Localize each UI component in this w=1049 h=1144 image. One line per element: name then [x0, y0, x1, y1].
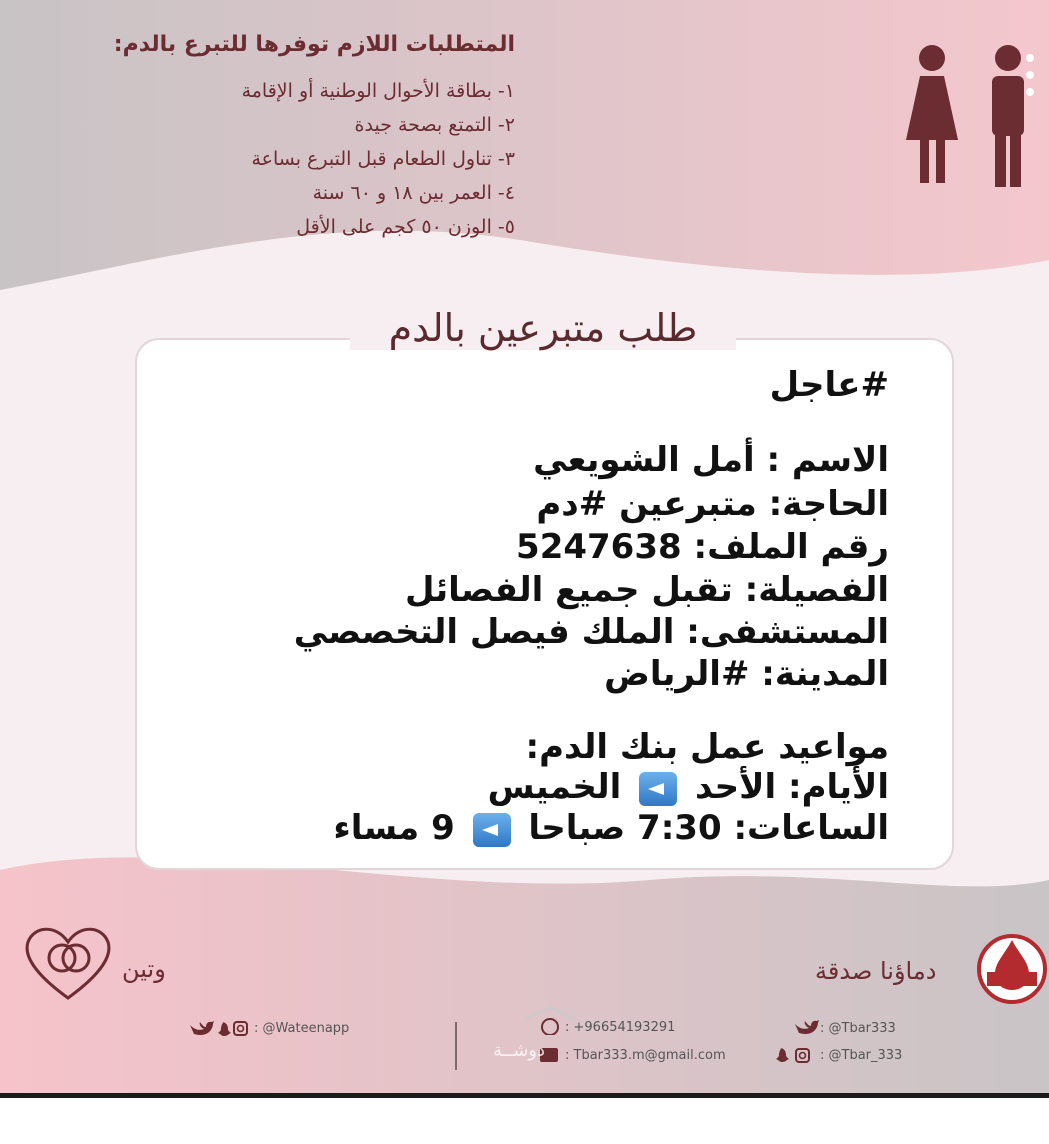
hours-end: 9 مساء [333, 808, 455, 848]
wateen-handle: : @Wateenapp [254, 1021, 350, 1036]
city: المدينة: #الرياض [604, 654, 889, 694]
instagram-icon [796, 1049, 809, 1062]
email-address: : Tbar333.m@gmail.com [565, 1048, 726, 1063]
arrow-left-icon [473, 813, 511, 847]
blood-charity-brand: دماؤنا صدقة [815, 957, 937, 985]
file-number: رقم الملف: 5247638 [516, 527, 889, 567]
twitter-icon [793, 1018, 819, 1038]
list-item: ٢- التمتع بصحة جيدة [354, 114, 515, 136]
instagram-icon [234, 1022, 247, 1035]
people-icon [890, 40, 1049, 190]
list-item: ٣- تناول الطعام قبل التبرع بساعة [251, 148, 515, 170]
urgent-tag: #عاجل [769, 365, 889, 405]
list-item: ٥- الوزن ٥٠ كجم على الأقل [296, 216, 515, 238]
twitter-icon [190, 1021, 214, 1035]
list-item: ٤- العمر بين ١٨ و ٦٠ سنة [312, 182, 515, 204]
blood-type: الفصيلة: تقبل جميع الفصائل [404, 570, 889, 610]
snapchat-icon [218, 1022, 231, 1036]
hours-title: مواعيد عمل بنك الدم: [525, 727, 889, 767]
wateen-brand: وتين [122, 955, 166, 983]
snapchat-icon [776, 1048, 789, 1062]
days-end: الخميس [487, 767, 622, 807]
arrow-left-icon [639, 772, 677, 806]
bottom-rule [0, 1093, 1049, 1098]
snapchat-handle: : @Tbar_333 [820, 1048, 903, 1063]
requirements-list [170, 80, 515, 260]
hours-start: الساعات: 7:30 صباحا [528, 808, 889, 848]
need-field: الحاجة: متبرعين #دم [536, 484, 889, 524]
list-item: ١- بطاقة الأحوال الوطنية أو الإقامة [241, 80, 515, 102]
twitter-handle: : @Tbar333 [820, 1021, 896, 1036]
divider [455, 1022, 457, 1070]
days-row [488, 767, 889, 807]
days-start: الأيام: الأحد [695, 767, 889, 807]
requirements-title: المتطلبات اللازم توفرها للتبرع بالدم: [113, 32, 515, 57]
hours-row [333, 808, 889, 848]
blood-drop-logo-icon [975, 932, 1049, 1006]
social-icons-left [188, 1019, 248, 1039]
heart-logo-icon [22, 922, 114, 1004]
page-title: طلب متبرعين بالدم [350, 306, 736, 350]
hospital: المستشفى: الملك فيصل التخصصي [293, 612, 889, 652]
patient-name: الاسم : أمل الشويعي [533, 440, 889, 480]
watermark: دوشــة [493, 1040, 545, 1061]
snapchat-instagram-icons [772, 1046, 816, 1066]
phone-number: : +96654193291 [565, 1020, 676, 1035]
